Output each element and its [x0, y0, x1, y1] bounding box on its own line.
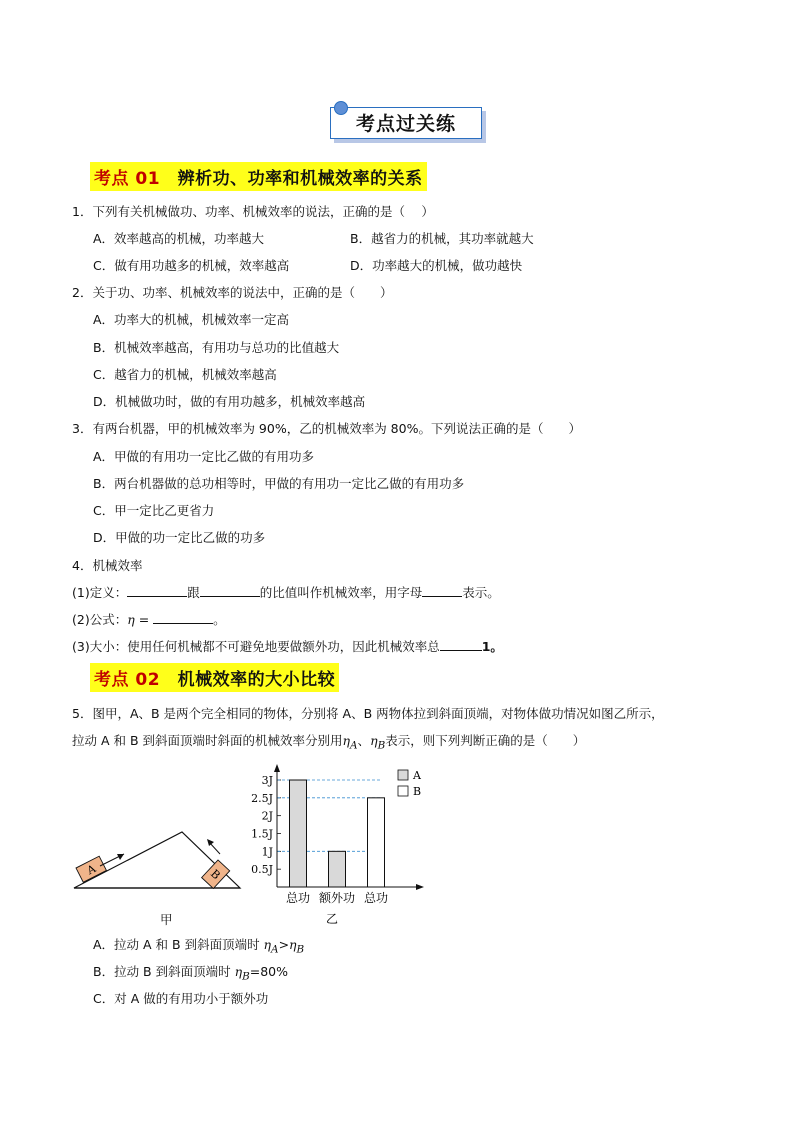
question-5-stem-line-1: 5．图甲，A、B 是两个完全相同的物体，分别将 A、B 两物体拉到斜面顶端，对物体做功情况如图乙所示， — [72, 706, 664, 721]
q4-line-2: (2)公式：η = 。 — [72, 612, 226, 627]
blank-4[interactable] — [153, 612, 213, 624]
q3-option-d: D．甲做的功一定比乙做的功多 — [93, 530, 266, 545]
q4-line-1: (1)定义： 跟 的比值叫作机械效率，用字母 表示。 — [72, 585, 500, 600]
blank-1[interactable] — [127, 585, 187, 597]
y-tick-label: 3J — [261, 774, 273, 787]
page-title: 考点过关练 — [355, 113, 456, 135]
legend-a-label: A — [413, 769, 421, 782]
y-tick-label: 2.5J — [251, 791, 273, 805]
work-bar-chart — [240, 760, 440, 930]
q1-option-d: D．功率越大的机械，做功越快 — [350, 258, 523, 273]
blank-3[interactable] — [422, 585, 462, 597]
section-title-1: 辨析功、功率和机械效率的关系 — [177, 169, 423, 189]
question-4-stem: 4．机械效率 — [72, 558, 143, 573]
y-tick-label: 0.5J — [251, 863, 273, 877]
q3-option-a: A．甲做的有用功一定比乙做的有用功多 — [93, 449, 315, 464]
blank-5[interactable] — [440, 639, 482, 651]
figure-yi-caption: 乙 — [325, 912, 339, 926]
svg-text:B: B — [207, 867, 223, 883]
y-tick-label: 1J — [261, 845, 273, 859]
blank-2[interactable] — [200, 585, 260, 597]
question-3-stem: 3．有两台机器，甲的机械效率为 90%，乙的机械效率为 80%。下列说法正确的是（ ） — [72, 421, 581, 436]
x-axis-arrow — [416, 884, 424, 890]
q5-option-b: B．拉动 B 到斜面顶端时 $\eta_B=80\%$ — [93, 964, 288, 983]
question-2-stem: 2．关于功、功率、机械效率的说法中，正确的是（ ） — [72, 285, 393, 300]
block-b — [202, 860, 230, 888]
block-a — [76, 856, 106, 882]
legend-b-swatch — [398, 786, 408, 796]
y-tick-label: 1.5J — [251, 827, 273, 841]
question-5-stem-line-2: 拉动 A 和 B 到斜面顶端时斜面的机械效率分别用$\eta_A$、$\eta_B$表示，则下列判断正确的是（ ） — [72, 733, 586, 752]
y-tick-label: 2J — [261, 809, 273, 823]
bar-a-0 — [290, 780, 307, 887]
section-heading-1 — [90, 162, 427, 191]
q1-option-b: B．越省力的机械，其功率就越大 — [350, 231, 534, 246]
figure-jia-caption: 甲 — [160, 912, 173, 927]
bar-a-1 — [329, 851, 346, 887]
legend-b-label: B — [413, 785, 422, 798]
x-tick-label: 总功 — [363, 891, 389, 905]
section-label-1: 考点 01 — [94, 169, 161, 189]
q4-line-3: (3)大小：使用任何机械都不可避免地要做额外功，因此机械效率总 1。 — [72, 639, 503, 654]
q2-option-d: D．机械做功时，做的有用功越多，机械效率越高 — [93, 394, 366, 409]
q3-option-b: B．两台机器做的总功相等时，甲做的有用功一定比乙做的有用功多 — [93, 476, 465, 491]
x-tick-label: 总功 — [285, 891, 311, 905]
legend-a-swatch — [398, 770, 408, 780]
q2-option-b: B．机械效率越高，有用功与总功的比值越大 — [93, 340, 340, 355]
force-arrow-b-head — [207, 839, 214, 846]
q5-option-a: A．拉动 A 和 B 到斜面顶端时 $\eta_A>\eta_B$ — [93, 937, 305, 956]
section-heading-2 — [90, 663, 339, 692]
q2-option-c: C．越省力的机械，机械效率越高 — [93, 367, 277, 382]
q3-option-c: C．甲一定比乙更省力 — [93, 503, 215, 518]
section-label-2: 考点 02 — [94, 670, 161, 690]
q1-option-a: A．效率越高的机械，功率越大 — [93, 231, 265, 246]
q5-option-c: C．对 A 做的有用功小于额外功 — [93, 991, 269, 1006]
question-1-stem: 1．下列有关机械做功、功率、机械效率的说法，正确的是（ ） — [72, 204, 434, 219]
q2-option-a: A．功率大的机械，机械效率一定高 — [93, 312, 290, 327]
bar-b-2 — [368, 798, 385, 887]
section-title-2: 机械效率的大小比较 — [177, 670, 336, 690]
incline-figure — [70, 820, 250, 920]
svg-text:A: A — [84, 862, 98, 878]
y-axis-arrow — [274, 764, 280, 772]
q1-option-c: C．做有用功越多的机械，效率越高 — [93, 258, 290, 273]
x-tick-label: 额外功 — [318, 891, 356, 905]
